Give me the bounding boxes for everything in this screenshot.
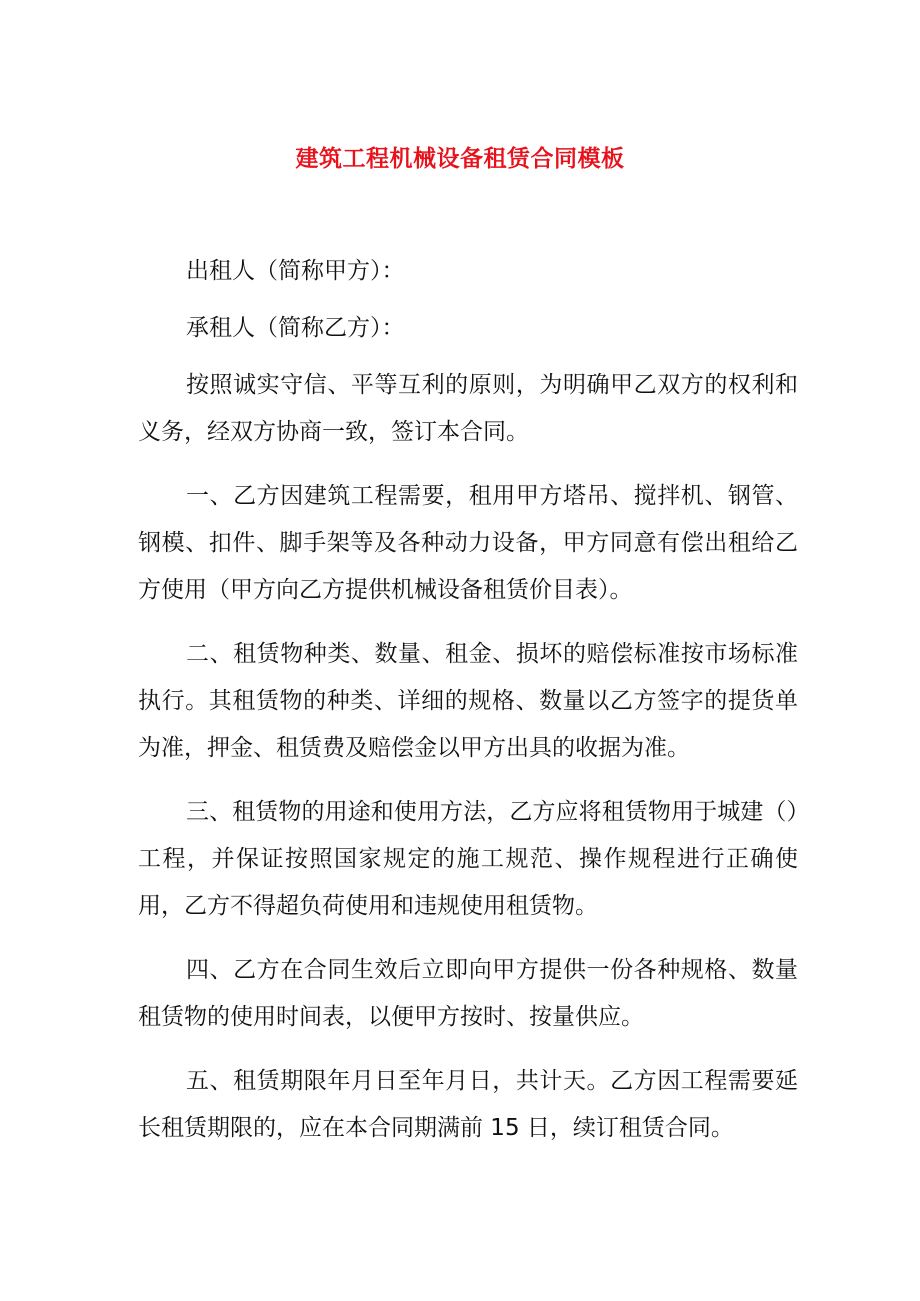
paragraph-preamble: 按照诚实守信、平等互利的原则，为明确甲乙双方的权利和义务，经双方协商一致，签订本合同。 [138, 372, 798, 445]
paragraph-clause-3: 三、租赁物的用途和使用方法，乙方应将租赁物用于城建（）工程，并保证按照国家规定的施工规范、操作规程进行正确使用，乙方不得超负荷使用和违规使用租赁物。 [138, 799, 798, 919]
paragraph-clause-2: 二、租赁物种类、数量、租金、损坏的赔偿标准按市场标准执行。其租赁物的种类、详细的规格、数量以乙方签字的提货单为准，押金、租赁费及赔偿金以甲方出具的收据为准。 [138, 641, 798, 761]
document-body [138, 248, 798, 1169]
lessee-line: 承租人（简称乙方）： [186, 315, 405, 341]
paragraph-clause-5: 五、租赁期限年月日至年月日，共计天。乙方因工程需要延长租赁期限的，应在本合同期满前 15 日，续订租赁合同。 [138, 1068, 798, 1141]
document-title: 建筑工程机械设备租赁合同模板 [295, 146, 625, 172]
lessor-line: 出租人（简称甲方）： [186, 258, 405, 284]
paragraph-clause-1: 一、乙方因建筑工程需要，租用甲方塔吊、搅拌机、钢管、钢模、扣件、脚手架等及各种动力设备，甲方同意有偿出租给乙方使用（甲方向乙方提供机械设备租赁价目表）。 [138, 483, 798, 603]
paragraph-clause-4: 四、乙方在合同生效后立即向甲方提供一份各种规格、数量租赁物的使用时间表，以便甲方按时、按量供应。 [138, 957, 798, 1030]
